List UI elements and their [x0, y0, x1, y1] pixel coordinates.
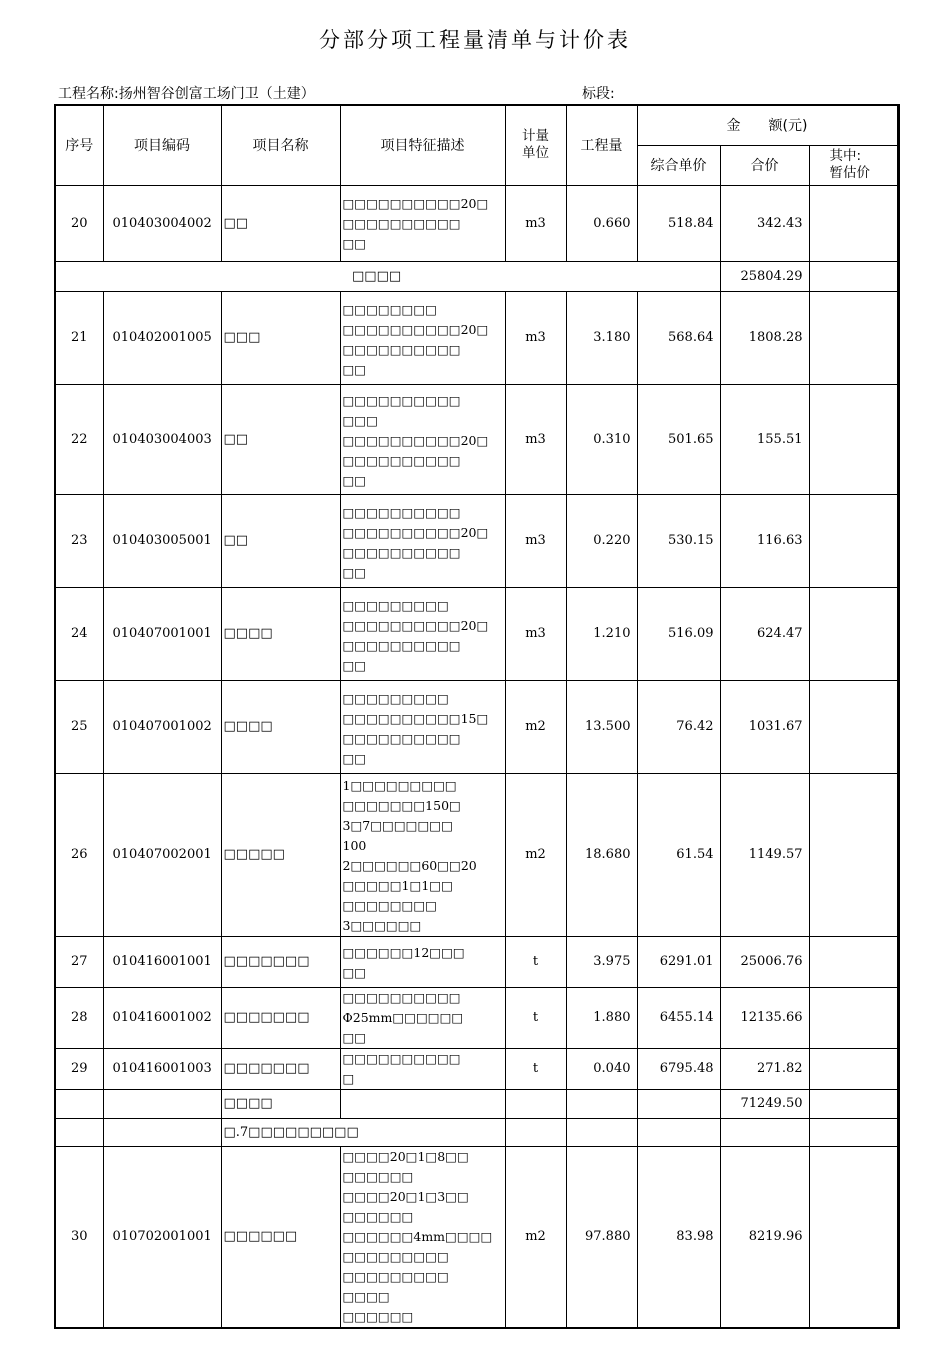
row-seq: 22: [55, 384, 103, 494]
project-name: 工程名称:扬州智谷创富工场门卫（土建）: [58, 86, 315, 102]
row-name: □□□: [221, 291, 340, 384]
subtotal-unit: [505, 1089, 566, 1118]
row-unit: m2: [505, 773, 566, 936]
table-row: [55, 384, 898, 494]
row-code: 010407001001: [103, 587, 221, 680]
row-code: 010407001002: [103, 680, 221, 773]
row-price: 530.15: [637, 494, 720, 587]
table-row: [55, 185, 898, 261]
row-seq: 23: [55, 494, 103, 587]
table-row: [55, 291, 898, 384]
row-unit: m3: [505, 291, 566, 384]
row-desc: □□□□□□□□□ □□□□□□□□□□15□ □□□□□□□□□□ □□: [340, 680, 505, 773]
row-price: 6455.14: [637, 987, 720, 1048]
row-name: □□: [221, 185, 340, 261]
header-qty: 工程量: [566, 105, 637, 185]
section-total: [720, 1118, 809, 1146]
section-code: [103, 1118, 221, 1146]
row-name: □□□□□□□: [221, 1048, 340, 1089]
row-name: □□□□: [221, 587, 340, 680]
row-seq: 27: [55, 936, 103, 987]
table-row: [55, 987, 898, 1048]
section-seq: [55, 1118, 103, 1146]
header-total: 合价: [720, 145, 809, 185]
row-estimate: [809, 987, 898, 1048]
row-unit: t: [505, 936, 566, 987]
row-desc: □□□□20□1□8□□ □□□□□□ □□□□20□1□3□□ □□□□□□ □□□□□□4mm□□□□ □□□□□□□□□ □□□□□□□□□ □□□□ □□□□□□: [340, 1146, 505, 1328]
row-code: 010403005001: [103, 494, 221, 587]
row-code: 010416001001: [103, 936, 221, 987]
row-name: □□□□□□□: [221, 987, 340, 1048]
row-desc: □□□□□□□□□□20□ □□□□□□□□□□ □□: [340, 185, 505, 261]
row-estimate: [809, 773, 898, 936]
row-code: 010702001001: [103, 1146, 221, 1328]
row-name: □□: [221, 384, 340, 494]
header-name: 项目名称: [221, 105, 340, 185]
header-amount: 金 额(元): [637, 105, 898, 145]
table-row: [55, 1048, 898, 1089]
table-row: [55, 773, 898, 936]
row-estimate: [809, 185, 898, 261]
row-unit: m3: [505, 185, 566, 261]
row-qty: 97.880: [566, 1146, 637, 1328]
row-qty: 0.310: [566, 384, 637, 494]
subtotal-total: 25804.29: [720, 261, 809, 291]
section-row: [55, 1118, 898, 1146]
page-title: 分部分项工程量清单与计价表: [319, 28, 631, 52]
row-desc: □□□□□□□□□□ □□□ □□□□□□□□□□20□ □□□□□□□□□□ □□: [340, 384, 505, 494]
subtotal-estimate: [809, 1089, 898, 1118]
row-name: □□□□□: [221, 773, 340, 936]
row-unit: t: [505, 987, 566, 1048]
table-row: [55, 587, 898, 680]
row-unit: m2: [505, 680, 566, 773]
section-unit: [505, 1118, 566, 1146]
row-total: 155.51: [720, 384, 809, 494]
bill-table: [54, 104, 900, 1329]
row-desc: □□□□□□□□□ □□□□□□□□□□20□ □□□□□□□□□□ □□: [340, 587, 505, 680]
row-estimate: [809, 1146, 898, 1328]
subtotal-code: [103, 1089, 221, 1118]
row-qty: 0.660: [566, 185, 637, 261]
row-desc: □□□□□□□□□□ Φ25mm□□□□□□ □□: [340, 987, 505, 1048]
row-price: 518.84: [637, 185, 720, 261]
row-qty: 0.040: [566, 1048, 637, 1089]
row-desc: □□□□□□□□ □□□□□□□□□□20□ □□□□□□□□□□ □□: [340, 291, 505, 384]
table-row: [55, 1146, 898, 1328]
row-seq: 24: [55, 587, 103, 680]
row-qty: 0.220: [566, 494, 637, 587]
subtotal-desc: [340, 1089, 505, 1118]
header-estimate: 其中: 暂估价: [809, 145, 898, 185]
row-desc: □□□□□□12□□□ □□: [340, 936, 505, 987]
row-price: 61.54: [637, 773, 720, 936]
row-total: 624.47: [720, 587, 809, 680]
row-desc: □□□□□□□□□□ □: [340, 1048, 505, 1089]
row-seq: 25: [55, 680, 103, 773]
header-desc: 项目特征描述: [340, 105, 505, 185]
row-total: 1031.67: [720, 680, 809, 773]
row-total: 8219.96: [720, 1146, 809, 1328]
section-price: [637, 1118, 720, 1146]
header-seq: 序号: [55, 105, 103, 185]
row-price: 76.42: [637, 680, 720, 773]
row-seq: 30: [55, 1146, 103, 1328]
section-label: □.7□□□□□□□□□: [221, 1118, 505, 1146]
row-total: 12135.66: [720, 987, 809, 1048]
row-unit: t: [505, 1048, 566, 1089]
row-code: 010416001002: [103, 987, 221, 1048]
row-total: 342.43: [720, 185, 809, 261]
row-qty: 18.680: [566, 773, 637, 936]
row-price: 568.64: [637, 291, 720, 384]
row-estimate: [809, 494, 898, 587]
subtotal-row: [55, 261, 898, 291]
row-desc: 1□□□□□□□□□ □□□□□□□150□ 3□7□□□□□□□ 100 2□□□□□□60□□20 □□□□□1□1□□ □□□□□□□□ 3□□□□□□: [340, 773, 505, 936]
row-estimate: [809, 1048, 898, 1089]
section-estimate: [809, 1118, 898, 1146]
row-seq: 26: [55, 773, 103, 936]
subtotal-total: 71249.50: [720, 1089, 809, 1118]
row-code: 010407002001: [103, 773, 221, 936]
row-estimate: [809, 384, 898, 494]
row-code: 010403004003: [103, 384, 221, 494]
subtotal-qty: [566, 1089, 637, 1118]
row-name: □□□□□□□: [221, 936, 340, 987]
row-seq: 20: [55, 185, 103, 261]
row-unit: m3: [505, 384, 566, 494]
row-unit: m2: [505, 1146, 566, 1328]
header-unit-price: 综合单价: [637, 145, 720, 185]
row-qty: 3.180: [566, 291, 637, 384]
section-label: 标段:: [582, 86, 615, 102]
table-row: [55, 494, 898, 587]
row-price: 516.09: [637, 587, 720, 680]
header-code: 项目编码: [103, 105, 221, 185]
row-qty: 3.975: [566, 936, 637, 987]
row-code: 010416001003: [103, 1048, 221, 1089]
row-qty: 13.500: [566, 680, 637, 773]
row-seq: 21: [55, 291, 103, 384]
row-total: 25006.76: [720, 936, 809, 987]
row-price: 501.65: [637, 384, 720, 494]
table-row: [55, 680, 898, 773]
row-code: 010403004002: [103, 185, 221, 261]
subtotal-price: [637, 1089, 720, 1118]
row-qty: 1.880: [566, 987, 637, 1048]
header-unit: 计量 单位: [505, 105, 566, 185]
subtotal-estimate: [809, 261, 898, 291]
row-unit: m3: [505, 587, 566, 680]
row-estimate: [809, 291, 898, 384]
row-price: 6291.01: [637, 936, 720, 987]
row-name: □□: [221, 494, 340, 587]
row-unit: m3: [505, 494, 566, 587]
row-price: 83.98: [637, 1146, 720, 1328]
row-total: 116.63: [720, 494, 809, 587]
row-total: 271.82: [720, 1048, 809, 1089]
row-name: □□□□□□: [221, 1146, 340, 1328]
row-name: □□□□: [221, 680, 340, 773]
row-total: 1149.57: [720, 773, 809, 936]
row-price: 6795.48: [637, 1048, 720, 1089]
section-qty: [566, 1118, 637, 1146]
row-seq: 29: [55, 1048, 103, 1089]
row-desc: □□□□□□□□□□ □□□□□□□□□□20□ □□□□□□□□□□ □□: [340, 494, 505, 587]
subtotal-label: □□□□: [55, 261, 720, 291]
subtotal-label: □□□□: [221, 1089, 340, 1118]
row-qty: 1.210: [566, 587, 637, 680]
row-seq: 28: [55, 987, 103, 1048]
row-estimate: [809, 680, 898, 773]
row-estimate: [809, 587, 898, 680]
subtotal-seq: [55, 1089, 103, 1118]
table-row: [55, 936, 898, 987]
row-estimate: [809, 936, 898, 987]
subtotal-row: [55, 1089, 898, 1118]
row-total: 1808.28: [720, 291, 809, 384]
row-code: 010402001005: [103, 291, 221, 384]
